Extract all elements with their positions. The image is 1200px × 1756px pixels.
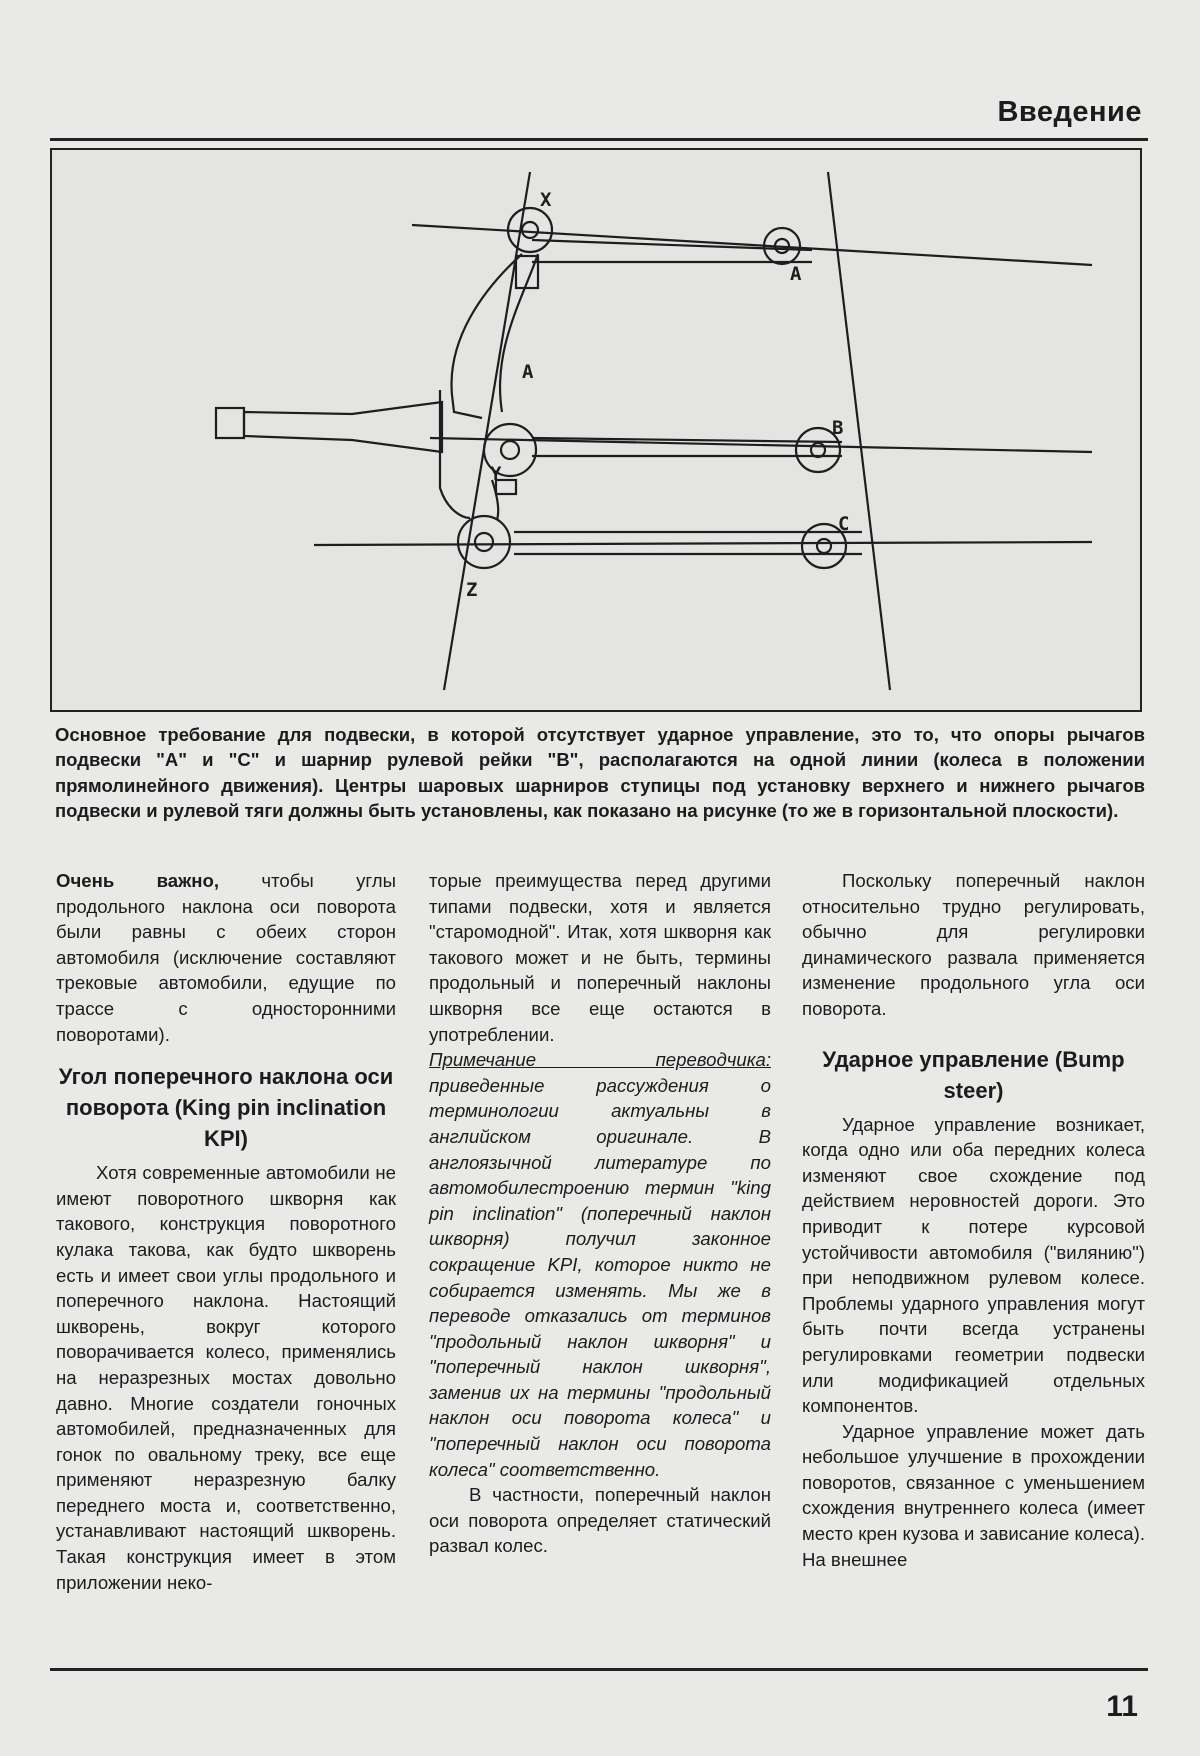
translator-note-label: Примечание переводчика: (429, 1049, 771, 1071)
steering-axis-line (444, 172, 530, 690)
paragraph-text: чтобы углы продольного наклона оси поворота были равны с обеих сторон автомобиля (исключение составляют трековые автомобили, едущие по трассе с односторонними поворотами). (56, 870, 396, 1045)
paragraph: В частности, поперечный наклон оси поворота определяет статический развал колес. (429, 1484, 771, 1557)
label-a-center: A (522, 361, 534, 383)
header-rule (50, 138, 1148, 141)
page-number: 11 (1106, 1690, 1138, 1723)
suspension-diagram (50, 148, 1142, 712)
knuckle-inner (500, 254, 538, 412)
translator-note-text: приведенные рассуждения о терминологии актуальны в английском оригинале. В англоязычной литературе по автомобилестроению термин "king pin inclination" (поперечный наклон шкворня) получил законное сокращение KPI, которое никто не собирается изменять. Мы же в переводе отказались от терминов "продольный наклон шкворня" и "поперечный наклон шкворня", заменив их на термины "продольный наклон оси поворота колеса" и "поперечный наклон оси поворота колеса" соответственно. (429, 1074, 771, 1480)
translator-note (429, 1047, 771, 1482)
label-a-top: A (790, 263, 802, 285)
label-z: Z (466, 579, 478, 601)
paragraph: торые преимущества перед другими типами подвески, хотя и является "старомодной". Итак, хотя шкворня как такового может и не быть, термины продольный и поперечный наклоны шкворня все еще остаются в употреблении. (429, 870, 771, 1045)
paragraph: Ударное управление может дать небольшое улучшение в прохождении поворотов, связанное с уменьшением схождения внутреннего колеса (имеет место крен кузова и зависание колеса). На внешнее (802, 1420, 1145, 1570)
suspension-diagram-drawing (52, 150, 1140, 710)
label-y: Y (490, 463, 502, 485)
emphasis: Очень важно, (56, 870, 220, 891)
paragraph: Хотя современные автомобили не имеют поворотного шкворня как такового, конструкция поворотного кулака такова, как будто шкворень есть и имеет свои углы продольного и поперечного наклона. Настоящий шкворень, вокруг которого поворачивается колесо, применялись на неразрезных мостах довольно давно. Многие создатели гоночных автомобилей, предназначенных для гонок по овальному треку, все еще применяют неразрезную балку переднего моста и, соответственно, устанавливают настоящий шкворень. Такая конструкция имеет в этом приложении неко- (56, 1162, 396, 1593)
lower-ball-joint (458, 516, 510, 568)
label-b: B (832, 417, 844, 439)
footer-rule (50, 1668, 1148, 1671)
section-title: Введение (997, 96, 1142, 128)
section-heading-bump-steer: Ударное управление (Bump steer) (822, 1046, 1125, 1103)
paragraph: Поскольку поперечный наклон относительно трудно регулировать, обычно для регулировки динамического развала применяется изменение продольного угла оси поворота. (802, 870, 1145, 1019)
spindle-thread (216, 408, 244, 438)
spindle (244, 402, 442, 452)
knuckle-lower (440, 390, 470, 518)
figure-caption: Основное требование для подвески, в которой отсутствует ударное управление, это то, что опоры рычагов подвески "А" и "С" и шарнир рулевой рейки "В", располагаются на одной линии (колеса в положении прямолинейного движения). Центры шаровых шарниров ступицы под установку верхнего и нижнего рычагов подвески и рулевой тяги должны быть установлены, как показано на рисунке (то же в горизонтальной плоскости). (55, 724, 1145, 822)
paragraph: Ударное управление возникает, когда одно или оба передних колеса изменяют свое схождение под действием неровностей дороги. Это приводит к потере курсовой устойчивости автомобиля ("вилянию") при неподвижном рулевом колесе. Проблемы ударного управления могут быть почти всегда устранены регулировками геометрии подвески или модификацией отдельных компонентов. (802, 1113, 1145, 1417)
section-heading-kpi: Угол поперечного наклона оси поворота (King pin inclination KPI) (58, 1064, 394, 1152)
label-x: X (540, 189, 552, 211)
paragraph (56, 868, 396, 1047)
lower-arm-line (314, 542, 1092, 545)
column-1 (56, 868, 396, 1595)
label-c: C (838, 513, 850, 535)
column-2 (429, 868, 771, 1559)
column-3 (802, 868, 1145, 1572)
